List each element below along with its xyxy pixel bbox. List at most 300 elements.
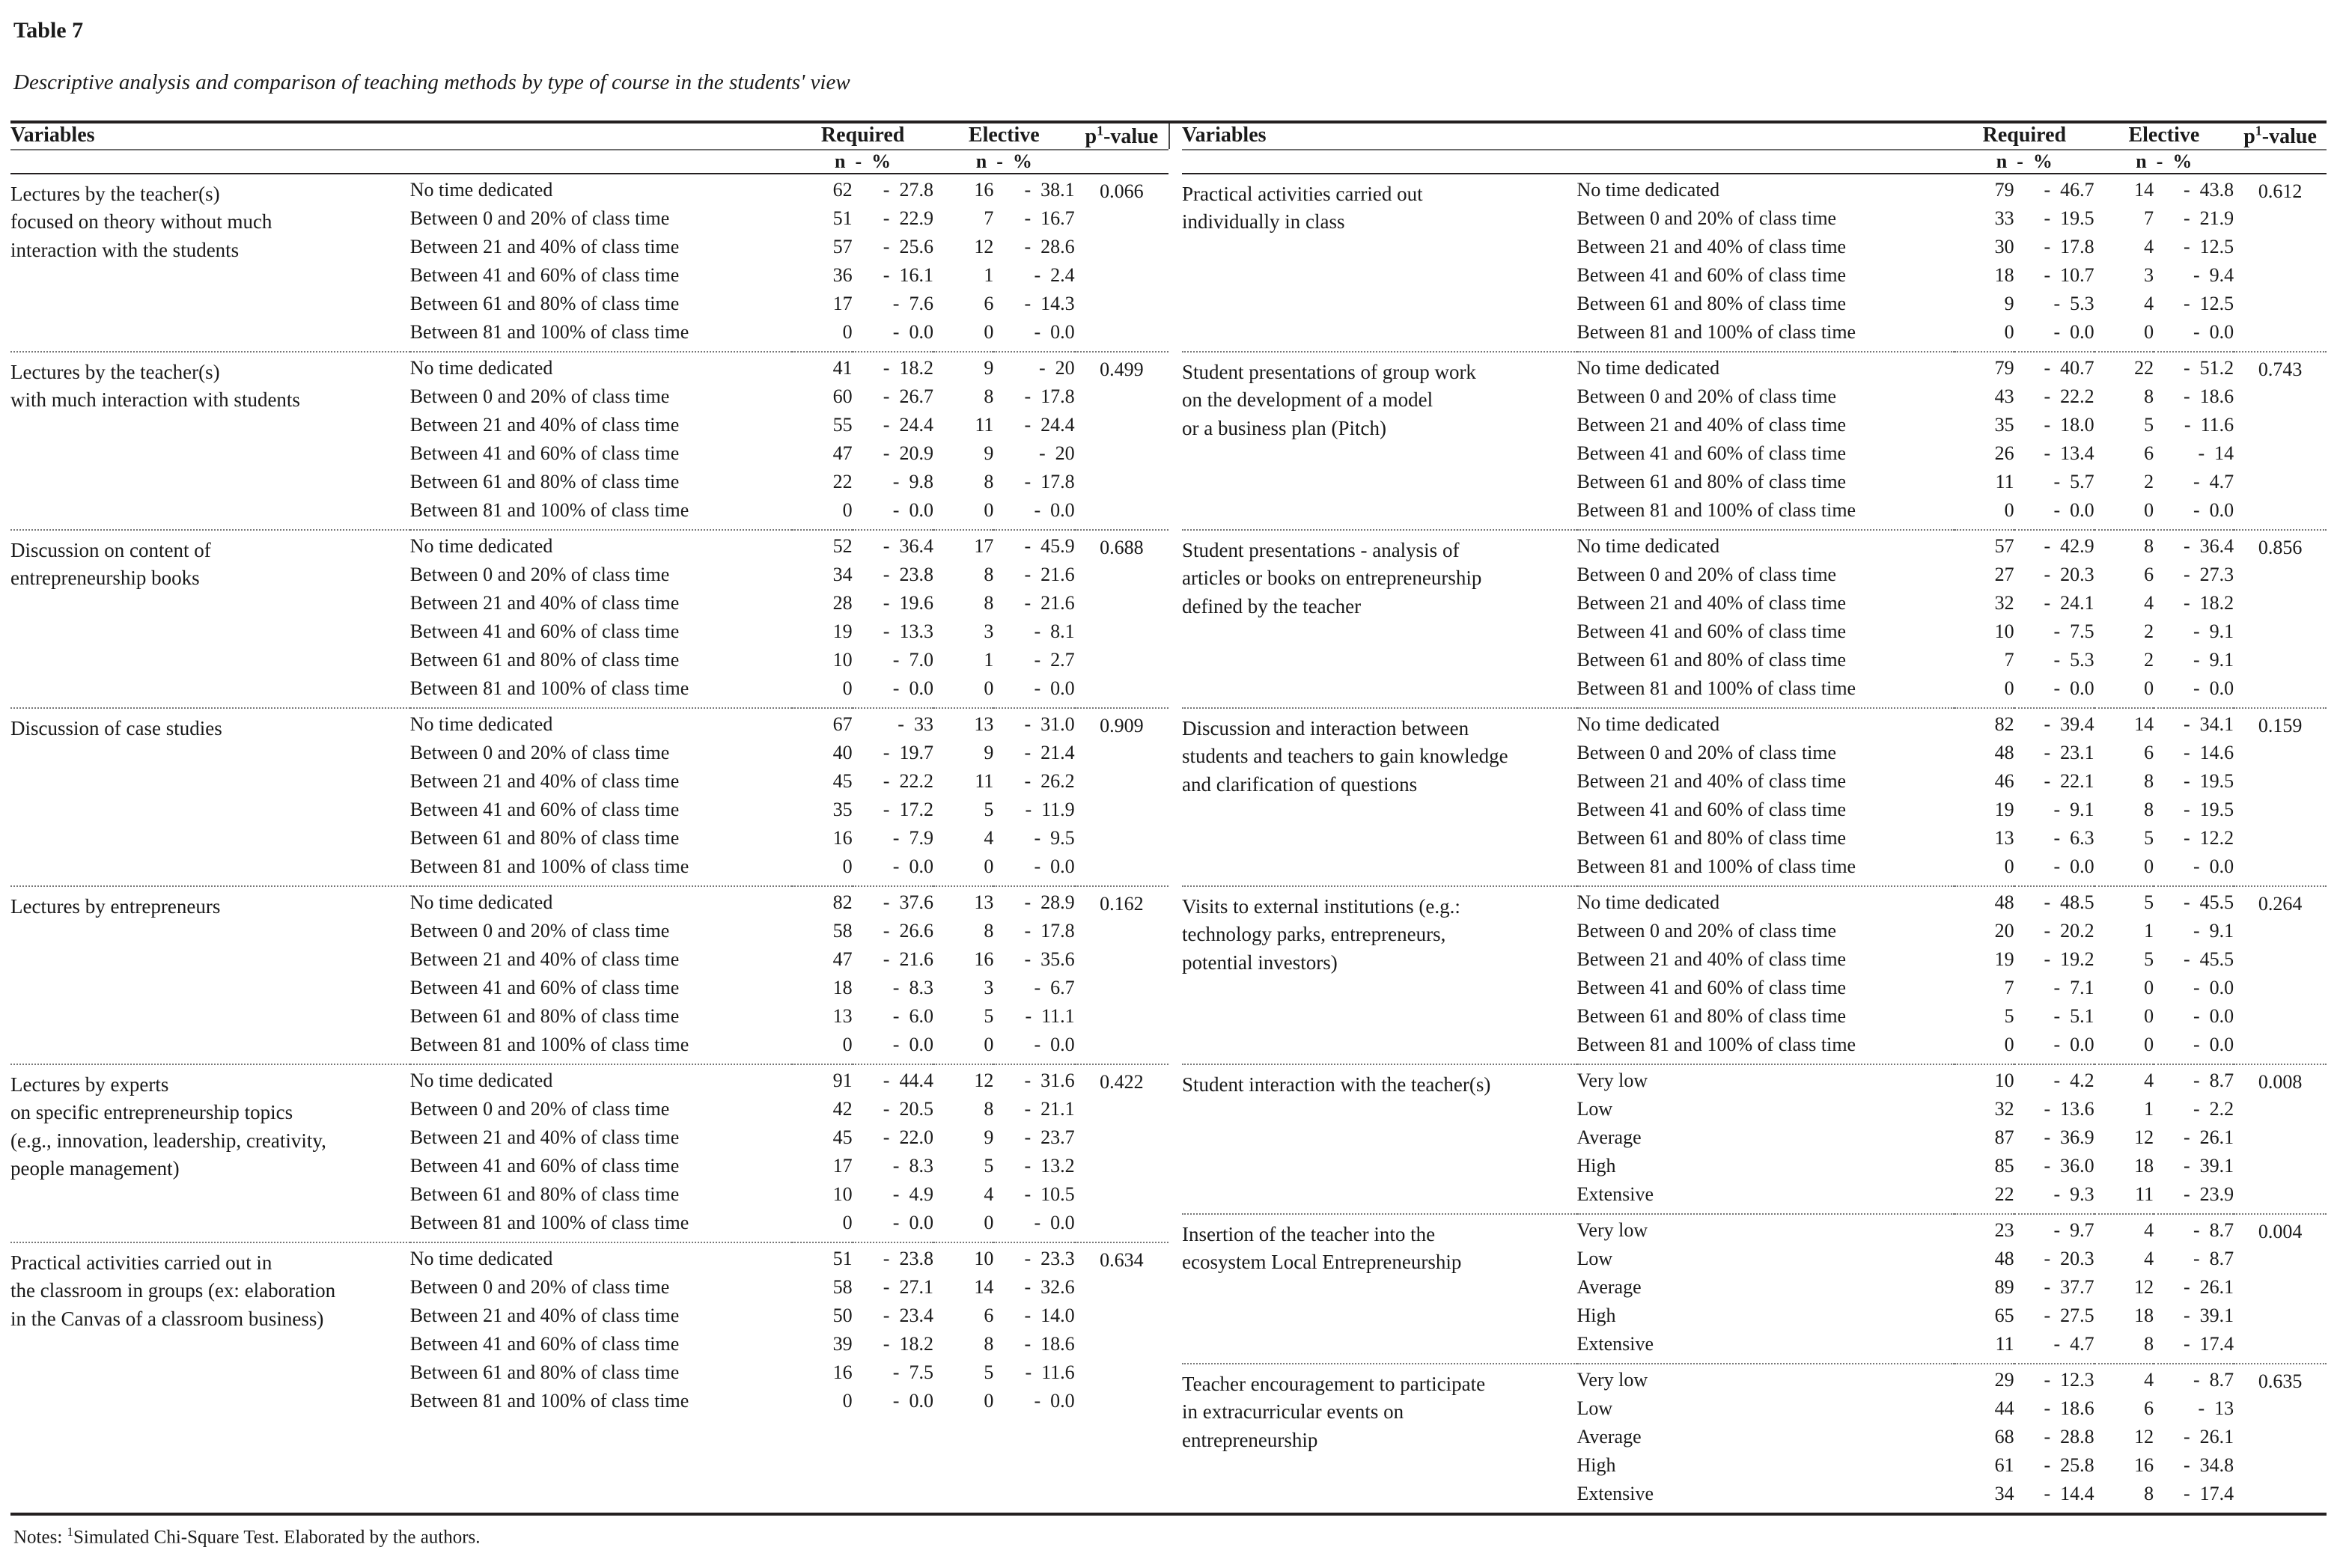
- elective-n: 1: [984, 649, 994, 671]
- required-percent: - 23.8: [853, 1242, 933, 1278]
- elective-percent: - 0.0: [2193, 1034, 2234, 1056]
- required-n: 29: [1954, 1364, 2014, 1399]
- elective-percent: - 12.5: [2183, 236, 2234, 258]
- elective-percent: - 0.0: [1034, 1390, 1075, 1412]
- elective-n: 5: [2144, 827, 2154, 849]
- category-label: Between 61 and 80% of class time: [1576, 1005, 1847, 1028]
- variable-name-line: Practical activities carried out: [1182, 183, 1423, 206]
- elective-n: 5: [984, 1155, 994, 1177]
- table-row: [10, 1064, 1168, 1099]
- category-label: High: [1576, 1454, 1616, 1477]
- required-n: 47: [832, 948, 853, 971]
- elective-n: 9: [933, 352, 993, 387]
- elective-percent: - 18.6: [2183, 385, 2234, 408]
- table-row: [1182, 886, 2327, 921]
- elective-percent: - 11.6: [2184, 414, 2234, 436]
- elective-percent: - 18.6: [1024, 1333, 1075, 1355]
- elective-n: 3: [984, 977, 994, 999]
- category-label: Between 41 and 60% of class time: [409, 442, 680, 465]
- category-label: Between 41 and 60% of class time: [1576, 799, 1847, 821]
- p-value: 0.066: [1100, 180, 1144, 203]
- variable-name: [1182, 352, 1577, 530]
- variable-name-line: the classroom in groups (ex: elaboration: [10, 1279, 336, 1302]
- p-value: 0.422: [1075, 1064, 1168, 1242]
- elective-n: 18: [2134, 1305, 2154, 1327]
- required-percent: - 36.9: [2044, 1126, 2094, 1149]
- elective-n: 12: [974, 236, 994, 258]
- variable-name: [1182, 708, 1577, 886]
- category-label: Between 0 and 20% of class time: [1576, 564, 1837, 586]
- elective-n: 5: [984, 1005, 994, 1028]
- category-label: Between 41 and 60% of class time: [409, 1155, 680, 1177]
- variable-name-line: people management): [10, 1156, 180, 1180]
- variable-name: [10, 1242, 410, 1420]
- category-label: Between 81 and 100% of class time: [1576, 321, 1856, 344]
- category-label: Between 21 and 40% of class time: [1576, 948, 1847, 971]
- elective-n: 8: [2144, 799, 2154, 821]
- required-percent: - 0.0: [2053, 855, 2094, 878]
- required-n: 0: [842, 855, 853, 878]
- category-label: No time dedicated: [410, 886, 793, 921]
- elective-percent: - 11.9: [1025, 799, 1075, 821]
- variable-name-line: technology parks, entrepreneurs,: [1182, 923, 1446, 946]
- category-label: High: [1576, 1305, 1616, 1327]
- required-n: 40: [832, 742, 853, 764]
- required-n: 19: [832, 620, 853, 643]
- elective-percent: - 34.8: [2183, 1454, 2234, 1477]
- required-n: 17: [832, 293, 853, 315]
- elective-percent: - 11.1: [1025, 1005, 1075, 1028]
- required-n: 57: [1954, 530, 2014, 565]
- p-value: 0.743: [2234, 352, 2327, 530]
- required-n: 32: [1994, 1098, 2014, 1120]
- variable-name-line: individually in class: [1182, 210, 1345, 234]
- elective-percent: - 4.7: [2193, 471, 2234, 493]
- required-n: 0: [2004, 1034, 2014, 1056]
- required-percent: - 39.4: [2014, 708, 2094, 743]
- category-label: No time dedicated: [410, 1064, 793, 1099]
- elective-percent: - 23.3: [993, 1242, 1074, 1278]
- elective-n: 1: [2144, 1098, 2154, 1120]
- required-n: 41: [792, 352, 852, 387]
- elective-percent: - 8.7: [2154, 1064, 2234, 1099]
- category-label: Between 81 and 100% of class time: [1576, 1034, 1856, 1056]
- elective-n: 6: [2144, 442, 2154, 465]
- variable-name-line: Insertion of the teacher into the: [1182, 1223, 1436, 1246]
- required-percent: - 5.7: [2053, 471, 2094, 493]
- header-required-right: Required: [1982, 123, 2067, 147]
- variable-name-line: in the Canvas of a classroom business): [10, 1307, 324, 1330]
- variable-name-line: or a business plan (Pitch): [1182, 416, 1386, 439]
- table-row: [10, 708, 1168, 743]
- required-percent: - 19.6: [883, 592, 933, 614]
- required-percent: - 7.0: [892, 649, 933, 671]
- category-label: Between 61 and 80% of class time: [1576, 649, 1847, 671]
- elective-percent: - 17.4: [2183, 1483, 2234, 1505]
- elective-percent: - 8.1: [1034, 620, 1075, 643]
- variable-name-line: Student presentations of group work: [1182, 361, 1476, 384]
- required-percent: - 26.7: [883, 385, 933, 408]
- subheader-elective-n-pct-right: n - %: [2136, 150, 2193, 173]
- header-variables: Variables: [10, 123, 95, 147]
- required-n: 0: [2004, 677, 2014, 700]
- required-n: 48: [1994, 1248, 2014, 1270]
- category-label: Between 61 and 80% of class time: [409, 827, 680, 849]
- required-n: 39: [832, 1333, 853, 1355]
- required-percent: - 17.2: [883, 799, 933, 821]
- required-n: 0: [842, 1390, 853, 1412]
- required-percent: - 5.3: [2053, 649, 2094, 671]
- required-percent: - 7.6: [892, 293, 933, 315]
- required-percent: - 23.8: [883, 564, 933, 586]
- required-n: 18: [1994, 264, 2014, 287]
- elective-n: 6: [2144, 1397, 2154, 1420]
- right-table-body: [1182, 174, 2327, 1513]
- required-n: 0: [842, 1034, 853, 1056]
- required-n: 33: [1994, 207, 2014, 230]
- variable-name: [1182, 530, 1577, 708]
- table-row: [1182, 1064, 2327, 1099]
- elective-n: 8: [2144, 385, 2154, 408]
- category-label: No time dedicated: [410, 1242, 793, 1278]
- category-label: Between 21 and 40% of class time: [409, 770, 680, 793]
- elective-percent: - 0.0: [2193, 499, 2234, 522]
- category-label: Between 61 and 80% of class time: [409, 471, 680, 493]
- category-label: Between 81 and 100% of class time: [409, 1212, 689, 1234]
- elective-n: 9: [984, 1126, 994, 1149]
- required-percent: - 18.2: [853, 352, 933, 387]
- required-percent: - 20.9: [883, 442, 933, 465]
- p-value: 0.688: [1075, 530, 1168, 708]
- header-variables-right: Variables: [1182, 123, 1267, 147]
- variable-name-line: Lectures by the teacher(s): [10, 361, 220, 384]
- p-value: 0.008: [2234, 1064, 2327, 1214]
- required-percent: - 6.3: [2053, 827, 2094, 849]
- category-label: Between 41 and 60% of class time: [1576, 620, 1847, 643]
- variable-name: [10, 530, 410, 708]
- elective-percent: - 20: [1039, 442, 1075, 465]
- required-percent: - 6.0: [892, 1005, 933, 1028]
- variable-name-line: interaction with the students: [10, 238, 240, 261]
- variable-name-line: Visits to external institutions (e.g.:: [1182, 895, 1460, 918]
- elective-n: 10: [933, 1242, 993, 1278]
- category-label: No time dedicated: [410, 352, 793, 387]
- subheader-required-n-pct: n - %: [835, 150, 892, 173]
- variable-name-line: focused on theory without much: [10, 210, 272, 234]
- left-table-body: [10, 174, 1168, 1420]
- header-row-sub-right: [1182, 150, 2327, 173]
- table-row: [10, 352, 1168, 387]
- pvalue-label: $p^1$-value: [1085, 123, 1159, 149]
- category-label: Between 21 and 40% of class time: [1576, 592, 1847, 614]
- required-percent: - 18.0: [2044, 414, 2094, 436]
- elective-percent: - 45.9: [993, 530, 1074, 565]
- required-n: 0: [842, 1212, 853, 1234]
- elective-percent: - 0.0: [1034, 677, 1075, 700]
- p-value: 0.612: [2258, 180, 2303, 203]
- elective-percent: - 19.5: [2183, 770, 2234, 793]
- right-panel: [1168, 123, 2327, 1513]
- variable-name-line: ecosystem Local Entrepreneurship: [1182, 1251, 1462, 1274]
- elective-n: 12: [2134, 1126, 2154, 1149]
- required-n: 22: [1994, 1183, 2014, 1206]
- header-category-blank: [410, 123, 793, 149]
- category-label: Between 21 and 40% of class time: [1576, 770, 1847, 793]
- category-label: Very low: [1577, 1364, 1955, 1399]
- elective-percent: - 9.4: [2193, 264, 2234, 287]
- elective-percent: - 51.2: [2154, 352, 2234, 387]
- category-label: Between 41 and 60% of class time: [1576, 977, 1847, 999]
- left-panel: [10, 123, 1168, 1513]
- required-n: 51: [792, 1242, 852, 1278]
- variable-name: [1182, 886, 1577, 1064]
- elective-n: 7: [984, 207, 994, 230]
- elective-percent: - 23.7: [1024, 1126, 1075, 1149]
- elective-n: 0: [2144, 321, 2154, 344]
- required-n: 52: [792, 530, 852, 565]
- elective-n: 2: [2144, 620, 2154, 643]
- required-n: 28: [832, 592, 853, 614]
- elective-n: 8: [984, 1333, 994, 1355]
- required-percent: - 36.0: [2044, 1155, 2094, 1177]
- elective-percent: - 45.5: [2154, 886, 2234, 921]
- elective-percent: - 0.0: [2193, 855, 2234, 878]
- required-n: 82: [792, 886, 852, 921]
- category-label: Between 81 and 100% of class time: [409, 1034, 689, 1056]
- variable-name-line: Lectures by experts: [10, 1073, 169, 1096]
- elective-n: 0: [2144, 1034, 2154, 1056]
- required-percent: - 0.0: [892, 855, 933, 878]
- elective-n: 0: [984, 1390, 994, 1412]
- required-percent: - 24.4: [883, 414, 933, 436]
- elective-percent: - 27.3: [2183, 564, 2234, 586]
- required-percent: - 8.3: [892, 1155, 933, 1177]
- elective-n: 12: [2134, 1426, 2154, 1448]
- elective-n: 14: [2094, 708, 2154, 743]
- elective-n: 4: [2144, 1248, 2154, 1270]
- category-label: Between 61 and 80% of class time: [1576, 827, 1847, 849]
- p-value: 0.264: [2234, 886, 2327, 1064]
- required-n: 16: [832, 1361, 853, 1384]
- required-percent: - 13.4: [2044, 442, 2094, 465]
- elective-n: 4: [984, 827, 994, 849]
- category-label: Very low: [1577, 1064, 1955, 1099]
- elective-percent: - 17.8: [1024, 920, 1075, 942]
- elective-percent: - 8.7: [2154, 1364, 2234, 1399]
- category-label: Between 61 and 80% of class time: [409, 293, 680, 315]
- required-percent: - 0.0: [892, 321, 933, 344]
- required-percent: - 22.2: [883, 770, 933, 793]
- elective-percent: - 0.0: [1034, 321, 1075, 344]
- elective-percent: - 38.1: [1024, 179, 1075, 201]
- elective-n: 1: [2144, 920, 2154, 942]
- elective-n: 5: [2144, 414, 2154, 436]
- elective-percent: - 12.5: [2183, 293, 2234, 315]
- required-percent: - 27.5: [2044, 1305, 2094, 1327]
- required-n: 47: [832, 442, 853, 465]
- table-row: [10, 886, 1168, 921]
- required-percent: - 28.8: [2044, 1426, 2094, 1448]
- category-label: No time dedicated: [410, 530, 793, 565]
- subheader-elective-n-pct: n - %: [975, 150, 1032, 173]
- required-n: 0: [2004, 855, 2014, 878]
- required-percent: - 20.2: [2044, 920, 2094, 942]
- required-percent: - 19.5: [2044, 207, 2094, 230]
- elective-n: 8: [984, 471, 994, 493]
- required-percent: - 14.4: [2044, 1483, 2094, 1505]
- required-n: 36: [832, 264, 853, 287]
- elective-n: 8: [2144, 1333, 2154, 1355]
- elective-n: 12: [2134, 1276, 2154, 1299]
- required-n: 17: [832, 1155, 853, 1177]
- category-label: Between 0 and 20% of class time: [1576, 742, 1837, 764]
- required-percent: - 0.0: [2053, 1034, 2094, 1056]
- category-label: Between 21 and 40% of class time: [409, 1305, 680, 1327]
- elective-n: 6: [2144, 742, 2154, 764]
- elective-n: 8: [984, 920, 994, 942]
- category-label: Between 41 and 60% of class time: [409, 620, 680, 643]
- required-percent: - 22.0: [883, 1126, 933, 1149]
- category-label: Between 21 and 40% of class time: [409, 1126, 680, 1149]
- required-percent: - 44.4: [853, 1064, 933, 1099]
- elective-percent: - 10.5: [1024, 1183, 1075, 1206]
- variable-name: [10, 886, 410, 1064]
- elective-percent: - 17.8: [1024, 385, 1075, 408]
- required-n: 19: [1994, 799, 2014, 821]
- required-n: 22: [832, 471, 853, 493]
- required-percent: - 0.0: [892, 499, 933, 522]
- required-n: 34: [832, 564, 853, 586]
- header-row-sub: [10, 150, 1168, 173]
- elective-percent: - 0.0: [2193, 977, 2234, 999]
- p-value: 0.004: [2234, 1214, 2327, 1364]
- required-n: 50: [832, 1305, 853, 1327]
- category-label: Between 81 and 100% of class time: [409, 321, 689, 344]
- left-table-head: [10, 123, 1168, 174]
- required-percent: - 12.3: [2014, 1364, 2094, 1399]
- variable-name-line: defined by the teacher: [1182, 594, 1362, 617]
- category-label: Between 81 and 100% of class time: [409, 1390, 689, 1412]
- header-column-divider: [1168, 123, 1170, 149]
- required-percent: - 18.6: [2044, 1397, 2094, 1420]
- category-label: High: [1576, 1155, 1616, 1177]
- required-n: 20: [1994, 920, 2014, 942]
- category-label: Between 81 and 100% of class time: [1576, 855, 1856, 878]
- elective-percent: - 43.8: [2183, 179, 2234, 201]
- category-label: No time dedicated: [1576, 179, 1720, 201]
- header-elective-right: Elective: [2128, 123, 2200, 147]
- notes-superscript: 1: [67, 1525, 74, 1540]
- required-n: 0: [2004, 499, 2014, 522]
- required-n: 18: [832, 977, 853, 999]
- variable-name: [10, 352, 410, 530]
- elective-n: 0: [2144, 499, 2154, 522]
- elective-percent: - 34.1: [2154, 708, 2234, 743]
- elective-n: 16: [974, 179, 994, 201]
- required-n: 35: [1994, 414, 2014, 436]
- required-n: 30: [1994, 236, 2014, 258]
- required-percent: - 24.1: [2044, 592, 2094, 614]
- header-pvalue-right: [2234, 123, 2327, 149]
- elective-percent: - 14.6: [2183, 742, 2234, 764]
- required-percent: - 9.1: [2053, 799, 2094, 821]
- elective-percent: - 14: [2198, 442, 2234, 465]
- category-label: Between 41 and 60% of class time: [1576, 264, 1847, 287]
- required-percent: - 37.7: [2044, 1276, 2094, 1299]
- required-n: 87: [1994, 1126, 2014, 1149]
- elective-n: 1: [984, 264, 994, 287]
- elective-n: 8: [984, 1098, 994, 1120]
- required-n: 0: [2004, 321, 2014, 344]
- category-label: Between 81 and 100% of class time: [409, 499, 689, 522]
- table-row: [1182, 1214, 2327, 1249]
- required-percent: - 0.0: [892, 1212, 933, 1234]
- elective-n: 8: [2144, 770, 2154, 793]
- category-label: Between 21 and 40% of class time: [409, 236, 680, 258]
- table-number: Table 7: [13, 18, 84, 43]
- elective-n: 8: [984, 592, 994, 614]
- required-n: 10: [832, 1183, 853, 1206]
- required-percent: - 8.3: [892, 977, 933, 999]
- elective-n: 16: [974, 948, 994, 971]
- elective-n: 4: [2094, 1214, 2154, 1249]
- elective-percent: - 9.1: [2193, 649, 2234, 671]
- variable-name-line: Discussion on content of: [10, 539, 211, 562]
- required-n: 57: [832, 236, 853, 258]
- required-n: 10: [1954, 1064, 2014, 1099]
- elective-percent: - 17.4: [2183, 1333, 2234, 1355]
- variable-name-line: in extracurricular events on: [1182, 1400, 1404, 1424]
- table-notes: [10, 1516, 2327, 1548]
- elective-percent: - 13: [2198, 1397, 2234, 1420]
- table-row: [1182, 530, 2327, 565]
- elective-n: 17: [933, 530, 993, 565]
- required-percent: - 22.2: [2044, 385, 2094, 408]
- p-value: 0.909: [1075, 708, 1168, 886]
- required-percent: - 0.0: [892, 1390, 933, 1412]
- category-label: Between 21 and 40% of class time: [1576, 414, 1847, 436]
- elective-percent: - 0.0: [2193, 321, 2234, 344]
- category-label: Between 0 and 20% of class time: [409, 385, 670, 408]
- elective-n: 4: [984, 1183, 994, 1206]
- elective-n: 3: [984, 620, 994, 643]
- p-value: 0.634: [1075, 1242, 1168, 1420]
- elective-percent: - 12.2: [2183, 827, 2234, 849]
- required-n: 5: [2004, 1005, 2014, 1028]
- required-n: 62: [832, 179, 853, 201]
- required-percent: - 0.0: [892, 1034, 933, 1056]
- required-n: 89: [1994, 1276, 2014, 1299]
- variable-name-line: on the development of a model: [1182, 388, 1433, 412]
- subheader-required-n-pct-right: n - %: [1996, 150, 2053, 173]
- category-label: Between 0 and 20% of class time: [1576, 385, 1837, 408]
- header-required: Required: [820, 123, 905, 147]
- category-label: Extensive: [1576, 1333, 1654, 1355]
- required-n: 32: [1994, 592, 2014, 614]
- elective-n: 7: [2144, 207, 2154, 230]
- variable-name-line: entrepreneurship books: [10, 567, 200, 590]
- required-percent: - 26.6: [883, 920, 933, 942]
- category-label: Between 21 and 40% of class time: [409, 948, 680, 971]
- elective-n: 6: [984, 293, 994, 315]
- elective-percent: - 31.6: [993, 1064, 1074, 1099]
- header-pvalue: [1075, 123, 1168, 149]
- notes-label: Notes:: [13, 1527, 67, 1548]
- required-n: 35: [832, 799, 853, 821]
- required-n: 82: [1954, 708, 2014, 743]
- elective-n: 0: [984, 677, 994, 700]
- elective-percent: - 2.7: [1034, 649, 1075, 671]
